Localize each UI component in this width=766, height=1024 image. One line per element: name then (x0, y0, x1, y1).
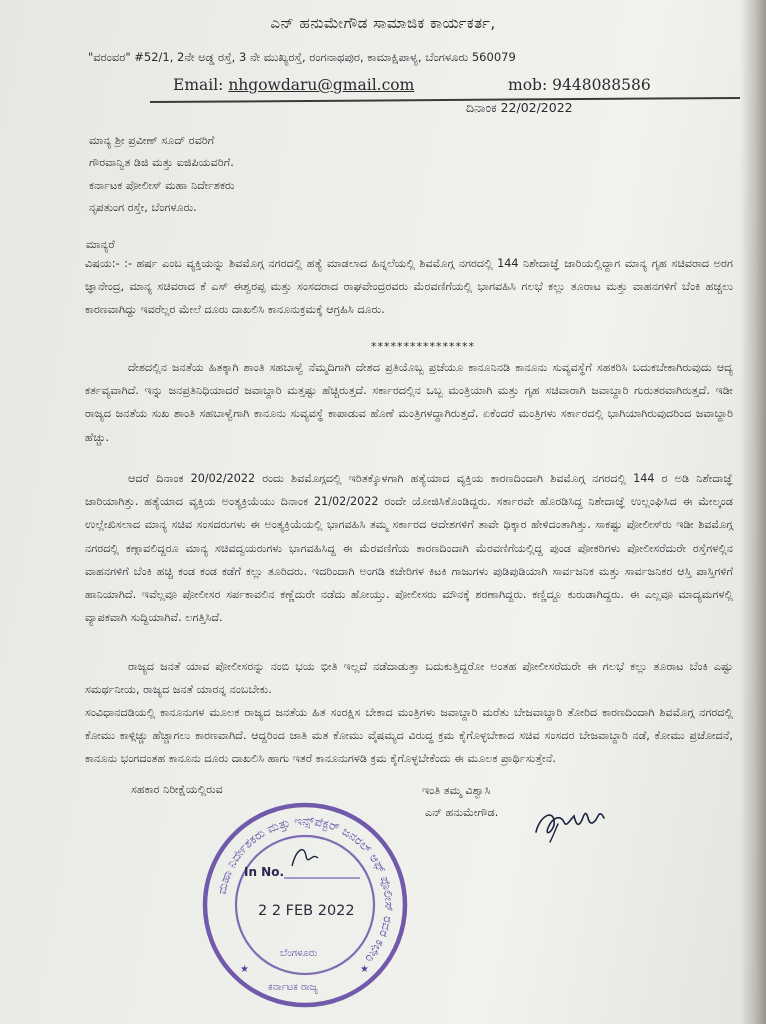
stamp-received-date: 2 2 FEB 2022 (258, 903, 355, 919)
salutation: ಮಾನ್ಯರೆ (86, 238, 115, 251)
stamp-ring-text: ಮಹಾ ನಿರ್ದೇಶಕರು ಮತ್ತು ಇನ್ಸ್‌ಪೆಕ್ಟರ್ ಜನರಲ್ ಆಫ್ ಪೊಲೀಸ್ ರವರ ಕಛೇರಿ (214, 813, 397, 966)
letterhead-email (173, 76, 414, 94)
stamp-initials (292, 850, 318, 866)
letterhead-rule (150, 97, 740, 103)
stamp-inward-label: In No. (244, 865, 285, 879)
letterhead-address: "ವರಂವರ" #52/1, 2ನೇ ಅಡ್ಡ ರಸ್ತೆ, 3 ನೇ ಮುಖ್ಯರಸ್ತೆ, ರಂಗನಾಥಪುರ, ಕಾಮಾಕ್ಷಿಪಾಳ್ಯ, ಬೆಂಗಳೂರು 560079 (88, 50, 516, 64)
mobile-label: mob: (508, 76, 548, 94)
letterhead-name: ಎನ್ ಹನುಮೇಗೌಡ ಸಾಮಾಜಿಕ ಕಾರ್ಯಕರ್ತ, (270, 14, 496, 32)
mobile-number: 9448088586 (552, 76, 651, 94)
received-rubber-stamp (200, 800, 410, 1010)
subject-paragraph: ವಿಷಯ:- :- ಹರ್ಷ ಎಂಬ ವ್ಯಕ್ತಿಯನ್ನು ಶಿವಮೊಗ್ಗ ನಗರದಲ್ಲಿ ಹತ್ಯೆ ಮಾಡಲಾದ ಹಿನ್ನಲೆಯಲ್ಲಿ ಶಿವಮೊಗ್ಗ ನಗರದಲ್ಲಿ 144 ನಿಶೇದಾಜ್ಞೆ ಜಾರಿಯಲ್ಲಿದ್ದಾಗ ಮಾನ್ಯ ಗೃಹ ಸಚಿವರಾದ ಅರಗ ಜ್ಞಾನೇಂದ್ರ, ಮಾನ್ಯ ಸಚಿವರಾದ ಕೆ ಎಸ್ ಈಶ್ವರಪ್ಪ ಮತ್ತು ಸಂಸದರಾದ ರಾಘವೇಂದ್ರರವರು ಮೆರವಣಿಗೆಯಲ್ಲಿ ಭಾಗವಹಿಸಿ ಗಲಭೆ ಕಲ್ಲು ತೂರಾಟ ಮತ್ತು ವಾಹನಗಳಿಗೆ ಬೆಂಕಿ ಹಚ್ಚಲು ಕಾರಣವಾಗಿದ್ದು ಇವರೆಲ್ಲರ ಮೇಲೆ ದೂರು ದಾಖಲಿಸಿ ಕಾನೂನುಕ್ರಮಕ್ಕೆ ಆಗ್ರಹಿಸಿ ದೂರು. (85, 257, 733, 317)
recipient-line: ನೃಪತುಂಗ ರಸ್ತೇ, ಬೆಂಗಳೂರು. (89, 201, 197, 214)
email-label: Email: (173, 76, 224, 94)
body-paragraph-1: ದೇಶದಲ್ಲಿನ ಜನತೆಯ ಹಿತಕ್ಕಾಗಿ ಶಾಂತಿ ಸಹಬಾಳ್ವೆ ನೆಮ್ಮದಿಗಾಗಿ ದೇಶದ ಪ್ರತಿಯೊಬ್ಬ ಪ್ರಜೆಯೂ ಕಾನೂನಿನಡಿ ಕಾನೂನು ಸುವ್ಯವಸ್ಥೆಗೆ ಸಹಕರಿಸಿ ಬದುಕಬೇಕಾಗಿರುವುದು ಆದ್ಯ ಕರ್ತವ್ಯವಾಗಿದೆ. ಇನ್ನು ಜನಪ್ರತಿನಿಧಿಯಾದರೆ ಜವಾಬ್ದಾರಿ ಮತ್ತಷ್ಟು ಹೆಚ್ಚಿರುತ್ತದೆ. ಸರ್ಕಾರದಲ್ಲಿನ ಒಬ್ಬ ಮಂತ್ರಿಯಾಗಿ ಮತ್ತು ಗೃಹ ಸಚಿವಾರಾಗಿ ಜವಾಬ್ದಾರಿ ಗುರುತರವಾಗಿರುತ್ತದೆ. ಇಡೀ ರಾಜ್ಯದ ಜನತೆಯ ಸುಖ ಶಾಂತಿ ಸಹಬಾಳ್ವೆಗಾಗಿ ಕಾನೂನು ಸುವ್ಯವಸ್ಥೆ ಕಾಪಾಡುವ ಹೊಣೆ ಮಂತ್ರಿಗಳದ್ದಾಗಿರುತ್ತದೆ. ಏಕೆಂದರೆ ಮಂತ್ರಿಗಳು ಸರ್ಕಾರದಲ್ಲಿ ಭಾಗಿಯಾಗಿರುವುದರಿಂದ ಜವಾಬ್ದಾರಿ ಹೆಚ್ಚು. (85, 361, 733, 444)
closing-cooperation: ಸಹಕಾರ ನಿರೀಕ್ಷೆಯಲ್ಲಿರುವ (131, 783, 223, 796)
handwritten-signature (530, 798, 606, 848)
recipient-line: ಕರ್ನಾಟಕ ಪೋಲೀಸ್ ಮಹಾ ನಿರ್ದೇಶಕರು (89, 179, 235, 192)
separator-stars: **************** (371, 340, 475, 353)
recipient-line: ಗೌರವಾನ್ವಿತ ಡಿಜಿ ಮತ್ತು ಐಜಿಪಿಯವರಿಗೆ. (89, 156, 234, 169)
body-paragraph-3: ರಾಜ್ಯದ ಜನತೆ ಯಾವ ಪೋಲೀಸರನ್ನು ನಂಬಿ ಭಯ ಭೀತಿ ಇಲ್ಲದೆ ನಡೆದಾಡುತ್ತಾ ಬದುಕುತ್ತಿದ್ದರೋ ಅಂತಹ ಪೋಲೀಸರೆದುರೇ ಈ ಗಲಭೆ ಕಲ್ಲು ತೂರಾಟ ಬೆಂಕಿ ಎಷ್ಟು ಸಮರ್ಥನೀಯ, ರಾಜ್ಯದ ಜನತೆ ಯಾರನ್ನ ನಂಬಬೇಕು. (85, 660, 733, 697)
stamp-city: ಬೆಂಗಳೂರು (280, 948, 318, 959)
email-address: nhgowdaru@gmail.com (228, 76, 415, 94)
recipient-line: ಮಾನ್ಯ ಶ್ರೀ ಪ್ರವೀಣ್ ಸೂದ್ ರವರಿಗೆ (89, 134, 215, 147)
letterhead-mobile (508, 76, 651, 94)
letter-date: ದಿನಾಂಕ 22/02/2022 (466, 100, 573, 115)
page-edge-shadow (740, 0, 766, 1024)
closing-regards: ಇಂತಿ ತಮ್ಮ ವಿಶ್ವಾಸಿ (422, 784, 491, 797)
body-paragraph-4: ಸಂವಿಧಾನದಡಿಯಲ್ಲಿ ಕಾನೂನುಗಳ ಮೂಲಕ ರಾಜ್ಯದ ಜನತೆಯ ಹಿತ ಸಂರಕ್ಷಿಸ ಬೇಕಾದ ಮಂತ್ರಿಗಳು ಜವಾಬ್ದಾರಿ ಮರೆತು ಬೇಜವಾಬ್ದಾರಿ ತೋರಿದ ಕಾರಣದಿಂದಾಗಿ ಶಿವಮೊಗ್ಗ ನಗರದಲ್ಲಿ ಕೋಮು ಕಾಳ್ಗಿಚ್ಚು ಹೆಚ್ಚಾಗಲು ಕಾರಣವಾಗಿದೆ. ಆದ್ದರಿಂದ ಜಾತಿ ಮತ ಕೋಮು ವೈಷಮ್ಯದ ವಿರುದ್ಧ ಕ್ರಮ ಕೈಗೊಳ್ಳಬೇಕಾದ ಸಚಿವ ಸಂಸದರ ಬೇಜವಾಬ್ದಾರಿ ನಡೆ, ಕೋಮು ಪ್ರಚೋದನೆ, ಕಾನೂನು ಭಂಗದಂತಹ ಕಾನೂನು ದೂರು ದಾಖಲಿಸಿ ಹಾಗು ಇತರೆ ಕಾನೂನುಗಳಡಿ ಕ್ರಮ ಕೈಗೊಳ್ಳಬೇಕೆಂದು ಈ ಮೂಲಕ ಪ್ರಾರ್ಥಿಸುತ್ತೇನೆ. (85, 706, 733, 766)
star-icon: ★ (240, 964, 249, 975)
star-icon: ★ (360, 964, 369, 975)
stamp-state: ಕರ್ನಾಟಕ ರಾಜ್ಯ (268, 982, 318, 993)
signer-name: ಎನ್ ಹನುಮೇಗೌಡ. (425, 806, 499, 819)
body-paragraph-2: ಆದರೆ ದಿನಾಂಕ 20/02/2022 ರಂದು ಶಿವಮೊಗ್ಗದಲ್ಲಿ ಇರಿತಕ್ಕೊಳಗಾಗಿ ಹತ್ಯೆಯಾದ ವ್ಯಕ್ತಿಯ ಕಾರಣದಿಂದಾಗಿ ಶಿವಮೊಗ್ಗ ನಗರದಲ್ಲಿ 144 ರ ಅಡಿ ನಿಶೇದಾಜ್ಞೆ ಜಾರಿಯಾಗಿತ್ತು. ಹತ್ಯೆಯಾದ ವ್ಯಕ್ತಿಯ ಅಂತ್ಯಕ್ರಿಯೆಯು ದಿನಾಂಕ 21/02/2022 ರಂದೇ ಯೋಜಿಸಿಕೊಂಡಿದ್ದರು. ಸರ್ಕಾರವೇ ಹೊರಡಿಸಿದ್ದ ನಿಶೇದಾಜ್ಞೆ ಉಲ್ಲಂಘಿಸಿದ ಈ ಮೇಲ್ಕಂಡ ಉಲ್ಲೇಖಿಸಲಾದ ಮಾನ್ಯ ಸಚಿವ ಸಂಸದರುಗಳು ಈ ಅಂತ್ಯಕ್ರಿಯೆಯಲ್ಲಿ ಭಾಗವಹಿಸಿ ತಮ್ಮ ಸರ್ಕಾರದ ಆದೇಶಗಳಿಗೆ ತಾವೇ ಧಿಕ್ಕಾರ ಹೇಳಿದಂತಾಗಿತ್ತು. ಸಾಕಷ್ಟು ಪೋಲೀಸ್‌ರು ಇಡೀ ಶಿವಮೊಗ್ಗ ನಗರದಲ್ಲಿ ಕಣ್ಗಾವಲಿದ್ದರೂ ಮಾನ್ಯ ಸಚಿವದ್ವಯರುಗಳು ಭಾಗವಹಿಸಿದ್ದ ಈ ಮೆರವಣಿಗೆಯ ಕಾರಣದಿಂದಾಗಿ ಮೆರವಣಿಗೆಯಲ್ಲಿದ್ದ ಪುಂಡ ಪೋಕರಿಗಳು ಪೋಲೀಸರೆದುರೇ ರಸ್ತೆಗಳಲ್ಲಿನ ವಾಹನಗಳಿಗೆ ಬೆಂಕಿ ಹಚ್ಚಿ ಕಂಡ ಕಂಡ ಕಡೆಗೆ ಕಲ್ಲು ತೂರಿದರು. ಇದರಿಂದಾಗಿ ಅಂಗಡಿ ಕಚೇರಿಗಳ ಕಿಟಕಿ ಗಾಜುಗಳು ಪುಡಿಪುಡಿಯಾಗಿ ಸಾರ್ವಜನಿಕ ಮತ್ತು ಸಾರ್ವಜನಿಕರ ಆಸ್ತಿ ಪಾಸ್ತಿಗಳಿಗೆ ಹಾನಿಯಾಗಿದೆ. ಇವೆಲ್ಲವೂ ಪೋಲೀಸರ ಸರ್ಪಕಾವಲಿನ ಕಣ್ಣೆದುರೇ ನಡೆದು ಹೋಯ್ತು. ಪೋಲೀಸರು ಮೌನಕ್ಕೆ ಶರಣಾಗಿದ್ದರು. ಕಣ್ಣಿದ್ದೂ ಕುರುಡಾಗಿದ್ದರು. ಈ ಎಲ್ಲವೂ ಮಾದ್ಯಮಗಳಲ್ಲಿ ವ್ಯಾಪಕವಾಗಿ ಸುದ್ದಿಯಾಗಿವೆ. ಲಗತ್ತಿಸಿದೆ. (85, 472, 733, 625)
